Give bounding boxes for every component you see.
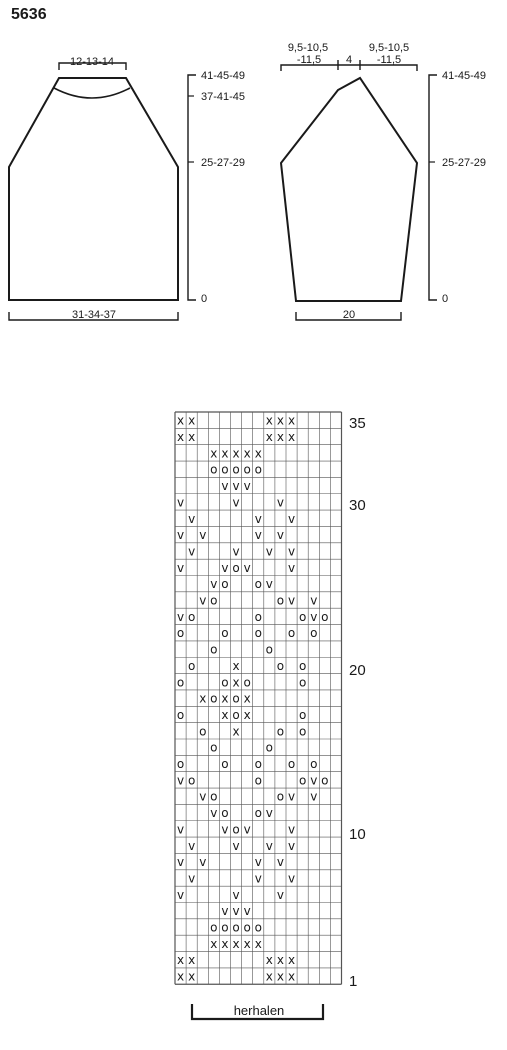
sleeve-bottom-width-label: 20 [342, 309, 356, 321]
chart-symbol-x: x [188, 969, 196, 984]
chart-symbol-x: x [276, 413, 285, 428]
chart-symbol-x: x [265, 953, 273, 968]
chart-symbol-o: o [210, 642, 218, 657]
chart-symbol-x: x [221, 936, 229, 951]
chart-symbol-o: o [232, 560, 240, 575]
chart-symbol-o: o [187, 609, 196, 624]
body-outline [9, 78, 178, 300]
chart-symbol-x: x [243, 707, 251, 722]
chart-symbol-o: o [254, 806, 262, 821]
chart-symbol-v: v [276, 528, 285, 543]
body-height-label-armhole: 25-27-29 [201, 157, 246, 169]
chart-symbol-o: o [210, 920, 218, 935]
chart-symbol-v: v [287, 544, 296, 559]
sleeve-height-label-zero: 0 [442, 293, 449, 305]
sleeve-height-label-top: 41-45-49 [442, 70, 487, 82]
chart-symbol-o: o [221, 675, 229, 690]
chart-symbol-o: o [221, 577, 229, 592]
chart-symbol-o: o [287, 757, 296, 772]
chart-symbol-x: x [232, 675, 240, 690]
chart-symbol-v: v [188, 511, 196, 526]
chart-symbol-o: o [243, 462, 251, 477]
chart-symbol-x: x [221, 446, 229, 461]
chart-symbol-v: v [221, 479, 229, 494]
chart-symbol-o: o [243, 675, 251, 690]
chart-symbol-x: x [188, 430, 196, 445]
chart-symbol-v: v [232, 838, 240, 853]
chart-symbol-v: v [199, 593, 207, 608]
chart-symbol-v: v [254, 511, 262, 526]
chart-row-label-30: 30 [349, 497, 366, 514]
chart-symbol-o: o [310, 757, 318, 772]
chart-symbol-v: v [232, 544, 240, 559]
chart-symbol-o: o [254, 577, 262, 592]
sleeve-top-left-width-line1: 9,5-10,5 [287, 42, 329, 54]
chart-symbol-o: o [254, 773, 262, 788]
chart-symbol-x: x [243, 446, 251, 461]
chart-symbol-v: v [265, 806, 273, 821]
chart-row-label-20: 20 [349, 662, 366, 679]
chart-symbol-x: x [276, 430, 285, 445]
body-schematic [9, 63, 196, 320]
chart-symbol-v: v [188, 544, 196, 559]
chart-symbol-o: o [298, 773, 307, 788]
chart-symbol-x: x [199, 691, 207, 706]
pattern-number: 5636 [11, 6, 47, 23]
chart-symbol-o: o [210, 789, 218, 804]
body-height-label-top: 41-45-49 [201, 70, 246, 82]
chart-symbol-v: v [243, 822, 251, 837]
chart-symbol-o: o [276, 658, 285, 673]
chart-symbol-v: v [221, 822, 229, 837]
chart-symbol-v: v [254, 528, 262, 543]
chart-symbol-x: x [232, 446, 240, 461]
chart-symbol-v: v [221, 904, 229, 919]
chart-symbol-v: v [276, 887, 285, 902]
chart-symbol-x: x [188, 413, 196, 428]
chart-symbol-v: v [199, 789, 207, 804]
chart-symbol-v: v [188, 838, 196, 853]
body-height-label-zero: 0 [201, 293, 208, 305]
chart-symbol-v: v [199, 528, 207, 543]
chart-symbol-o: o [243, 920, 251, 935]
chart-row-label-1: 1 [349, 973, 358, 990]
sleeve-height-scale [429, 75, 437, 300]
chart-symbol-o: o [287, 626, 296, 641]
chart-symbol-x: x [176, 953, 185, 968]
chart-symbol-v: v [176, 528, 185, 543]
chart-symbol-v: v [232, 887, 240, 902]
chart-symbol-x: x [176, 969, 185, 984]
body-bottom-width-label: 31-34-37 [71, 309, 117, 321]
chart-symbol-x: x [276, 953, 285, 968]
chart-symbol-x: x [287, 969, 296, 984]
chart-symbol-o: o [176, 626, 185, 641]
chart-symbol-o: o [210, 462, 218, 477]
chart-symbol-v: v [265, 838, 273, 853]
chart-symbol-v: v [243, 560, 251, 575]
sleeve-top-right-width-line1: 9,5-10,5 [368, 42, 410, 54]
chart-symbol-o: o [298, 724, 307, 739]
chart-symbol-x: x [287, 413, 296, 428]
chart-symbol-x: x [287, 953, 296, 968]
chart-symbol-v: v [176, 609, 185, 624]
chart-symbol-o: o [254, 609, 262, 624]
chart-symbol-x: x [232, 658, 240, 673]
chart-symbol-o: o [187, 658, 196, 673]
chart-symbol-v: v [221, 560, 229, 575]
chart-symbol-o: o [276, 593, 285, 608]
chart-symbol-x: x [254, 446, 262, 461]
chart-symbol-x: x [265, 969, 273, 984]
chart-symbol-v: v [254, 871, 262, 886]
chart-symbol-o: o [232, 462, 240, 477]
chart-symbol-o: o [210, 691, 218, 706]
chart-symbol-x: x [232, 724, 240, 739]
sleeve-outline [281, 78, 417, 301]
chart-symbol-v: v [210, 806, 218, 821]
chart-symbol-x: x [210, 936, 218, 951]
chart-symbol-x: x [176, 430, 185, 445]
chart-symbol-o: o [298, 658, 307, 673]
body-neckline [54, 88, 130, 98]
chart-symbol-o: o [232, 707, 240, 722]
sleeve-top-left-width-line2: -11,5 [296, 54, 322, 66]
chart-symbol-o: o [321, 773, 329, 788]
chart-symbol-o: o [232, 691, 240, 706]
chart-symbol-x: x [210, 446, 218, 461]
chart-symbol-o: o [276, 724, 285, 739]
chart-symbol-o: o [221, 462, 229, 477]
chart-symbol-x: x [254, 936, 262, 951]
chart-symbol-o: o [176, 675, 185, 690]
chart-symbol-o: o [298, 707, 307, 722]
chart-symbol-v: v [310, 773, 318, 788]
chart-symbol-v: v [176, 887, 185, 902]
chart-symbol-o: o [298, 675, 307, 690]
chart-symbol-v: v [232, 904, 240, 919]
chart-symbol-v: v [210, 577, 218, 592]
chart-symbol-v: v [176, 773, 185, 788]
chart-symbol-x: x [188, 953, 196, 968]
chart-symbol-v: v [232, 495, 240, 510]
chart-symbol-o: o [176, 707, 185, 722]
chart-symbol-o: o [254, 462, 262, 477]
chart-symbol-v: v [243, 904, 251, 919]
chart-symbol-x: x [232, 936, 240, 951]
chart-symbol-v: v [310, 593, 318, 608]
chart-symbol-v: v [287, 822, 296, 837]
chart-symbol-v: v [232, 479, 240, 494]
chart-symbol-x: x [265, 430, 273, 445]
sleeve-schematic [281, 60, 437, 320]
chart-symbol-o: o [276, 789, 285, 804]
body-height-label-neck: 37-41-45 [201, 91, 246, 103]
chart-symbol-o: o [321, 609, 329, 624]
chart-symbol-v: v [287, 511, 296, 526]
chart-symbol-o: o [254, 920, 262, 935]
chart-symbol-v: v [310, 609, 318, 624]
chart-symbol-o: o [221, 626, 229, 641]
chart-symbol-o: o [232, 822, 240, 837]
chart-symbol-v: v [176, 855, 185, 870]
chart-symbol-o: o [298, 609, 307, 624]
body-top-width-label: 12-13-14 [69, 56, 115, 68]
chart-row-label-35: 35 [349, 415, 366, 432]
chart-symbol-v: v [287, 871, 296, 886]
chart-symbol-v: v [287, 593, 296, 608]
repeat-label: herhalen [233, 1003, 285, 1018]
chart-symbol-v: v [243, 479, 251, 494]
chart-symbol-o: o [187, 773, 196, 788]
chart-symbol-x: x [176, 413, 185, 428]
chart-symbol-x: x [243, 936, 251, 951]
chart-symbol-o: o [254, 757, 262, 772]
chart-symbol-v: v [276, 855, 285, 870]
chart-symbol-o: o [176, 757, 185, 772]
chart-symbol-v: v [265, 544, 273, 559]
chart-symbol-v: v [287, 838, 296, 853]
chart-symbol-v: v [176, 560, 185, 575]
chart-symbol-v: v [276, 495, 285, 510]
body-height-scale [188, 75, 196, 300]
chart-symbol-v: v [176, 822, 185, 837]
chart-row-label-10: 10 [349, 826, 366, 843]
chart-symbol-o: o [221, 757, 229, 772]
chart-symbol-v: v [287, 560, 296, 575]
chart-symbol-o: o [232, 920, 240, 935]
chart-symbol-v: v [199, 855, 207, 870]
chart-symbol-v: v [254, 855, 262, 870]
chart-symbol-o: o [265, 642, 274, 657]
chart-symbol-x: x [287, 430, 296, 445]
chart-symbol-x: x [221, 707, 229, 722]
chart-symbol-v: v [176, 495, 185, 510]
chart-symbol-o: o [221, 920, 229, 935]
chart-symbol-o: o [199, 724, 207, 739]
chart-symbol-o: o [210, 593, 218, 608]
chart-symbol-o: o [210, 740, 218, 755]
chart-symbol-v: v [188, 871, 196, 886]
sleeve-top-middle-width: 4 [345, 54, 353, 66]
chart-symbol-v: v [310, 789, 318, 804]
chart-symbol-x: x [276, 969, 285, 984]
sleeve-top-right-width-line2: -11,5 [376, 54, 402, 66]
chart-symbol-v: v [287, 789, 296, 804]
chart-symbol-o: o [310, 626, 318, 641]
chart-symbol-o: o [265, 740, 274, 755]
chart-symbol-v: v [265, 577, 273, 592]
chart-symbol-x: x [221, 691, 229, 706]
chart-symbol-x: x [243, 691, 251, 706]
chart-symbol-o: o [221, 806, 229, 821]
chart-symbol-o: o [254, 626, 262, 641]
sleeve-height-label-armhole: 25-27-29 [442, 157, 487, 169]
chart-symbol-x: x [265, 413, 273, 428]
